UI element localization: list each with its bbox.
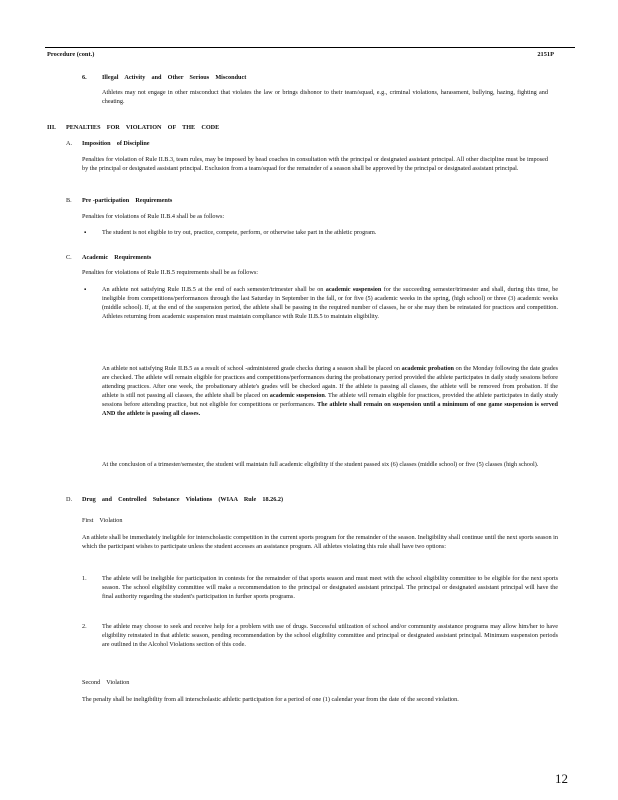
secA-title: Imposition of Discipline <box>82 140 150 147</box>
secD-option1-number: 1. <box>82 575 87 582</box>
secC-p1-a: An athlete not satisfying Rule II.B.5 at the end of each semester/trimester shall be on <box>102 286 326 293</box>
item6-number: 6. <box>82 74 87 81</box>
secC-p2-term1: academic probation <box>401 365 455 372</box>
secD-first-violation-label: First Violation <box>82 517 123 524</box>
section3-title: PENALTIES FOR VIOLATION OF THE CODE <box>66 124 220 131</box>
secC-bullet: ▪ <box>84 286 87 293</box>
secA-text: Penalties for violation of Rule II.B.3, team rules, may be imposed by head coaches in consultation with the principal or designated assistant principal. All other discipline must be imposed by the principal or designated assistant principal. Exclusion from a team/squad for the remainder of a season shall be approved by the principal or designated assistant principal. <box>82 156 548 172</box>
item6-text: Athletes may not engage in other misconduct that violates the law or brings dishonor to their team/squad, e.g., criminal violations, harassment, bullying, hazing, fighting and cheating. <box>102 89 548 105</box>
secB-title: Pre -participation Requirements <box>82 197 173 204</box>
secC-p2-c: on the Monday following the date grades are checked. The athlete will remain eligible for practices and competitions/performances during the probationary period provided the athlete participates in daily study sessions before attending practices. After one week, the probationary athlete's grades will be checked again. If the athlete is passing all classes, the athlete will be removed from probation. If the athlete is still not passing all classes, the athlete shall be placed on <box>102 365 559 399</box>
secC-p1-term: academic suspension <box>325 286 382 293</box>
secC-p2-bold-clause: The athlete shall remain on suspension until a minimum of one game suspension is served AND the athlete is passing all classes. <box>102 401 558 417</box>
secD-option2-text: The athlete may choose to seek and receive help for a problem with use of drugs. Successful utilization of school and/or community assistance programs may allow him/her to have eligibility reinstated in that athletic season, pending recommendation by the school eligibility committee and principal or designated assistant principal. Minimum suspension periods are outlined in the Alcohol Violations section of this code. <box>102 623 558 648</box>
secC-paragraph-2 <box>102 364 558 418</box>
secC-p1-c: for the succeeding semester/trimester and shall, during this time, be ineligible from competitions/performances through the last Saturday in September in the fall, or for five (5) academic weeks in the spring, (high school) or three (3) academic weeks (middle school). If, at the end of the suspension period, the athlete shall be passing in the required number of classes, he or she may then be reinstated for practices and competition. Athletes returning from academic suspension must maintain compliance with Rule II.B.5 to maintain eligibility. <box>102 286 558 320</box>
secB-bullet: ▪ <box>84 229 87 236</box>
secD-second-violation-text: The penalty shall be ineligibility from all interscholastic athletic participation for a period of one (1) calendar year from the date of the second violation. <box>82 696 459 703</box>
secB-intro: Penalties for violations of Rule II.B.4 shall be as follows: <box>82 213 225 220</box>
secD-second-violation-label: Second Violation <box>82 679 130 686</box>
secC-p2-e: . The athlete will remain eligible for practices, provided the athlete participates in daily study sessions before attending practice, but not eligible for competitions or performances. <box>102 392 558 408</box>
secC-p2-term2: academic suspension <box>269 392 325 399</box>
secC-p2-a: An athlete not satisfying Rule II.B.5 as a result of school -administered grade checks during a season shall be placed on <box>102 365 402 372</box>
secC-paragraph-3: At the conclusion of a trimester/semester, the student will maintain full academic eligibility if the student passed six (6) classes (middle school) or five (5) classes (high school). <box>102 461 539 468</box>
header-rule <box>45 47 575 48</box>
secB-letter: B. <box>66 197 72 204</box>
secD-option1-text: The athlete will be ineligible for participation in contests for the remainder of that sports season and must meet with the school eligibility committee to be eligible for the next sports season. The school eligibility committee will make a recommendation to the principal or designated assistant principal. The principal or designated assistant principal will have the final authority regarding the student's participation in further sports programs. <box>102 575 558 600</box>
secC-paragraph-1 <box>102 285 558 321</box>
secA-letter: A. <box>66 140 73 147</box>
header-procedure: Procedure (cont.) <box>47 51 95 58</box>
secD-letter: D. <box>66 496 73 503</box>
page-number: 12 <box>555 771 568 786</box>
item6-title: Illegal Activity and Other Serious Misconduct <box>102 74 247 81</box>
header-code: 2151P <box>537 51 554 58</box>
secD-option2-number: 2. <box>82 623 87 630</box>
secC-intro: Penalties for violations of Rule II.B.5 requirements shall be as follows: <box>82 269 258 276</box>
section3-number: III. <box>47 124 56 131</box>
secD-first-violation-text: An athlete shall be immediately ineligible for interscholastic competition in the current sports program for the remainder of the season. Ineligibility shall continue until the next sports season in which the participant wishes to participate unless the student accesses an assistance program. All athletes violating this rule shall have two options: <box>82 534 558 550</box>
secC-title: Academic Requirements <box>82 254 152 261</box>
secB-bullet-text: The student is not eligible to try out, practice, compete, perform, or otherwise take part in the athletic program. <box>102 229 377 236</box>
secD-title: Drug and Controlled Substance Violations (WIAA Rule 18.26.2) <box>82 496 283 503</box>
secC-letter: C. <box>66 254 72 261</box>
